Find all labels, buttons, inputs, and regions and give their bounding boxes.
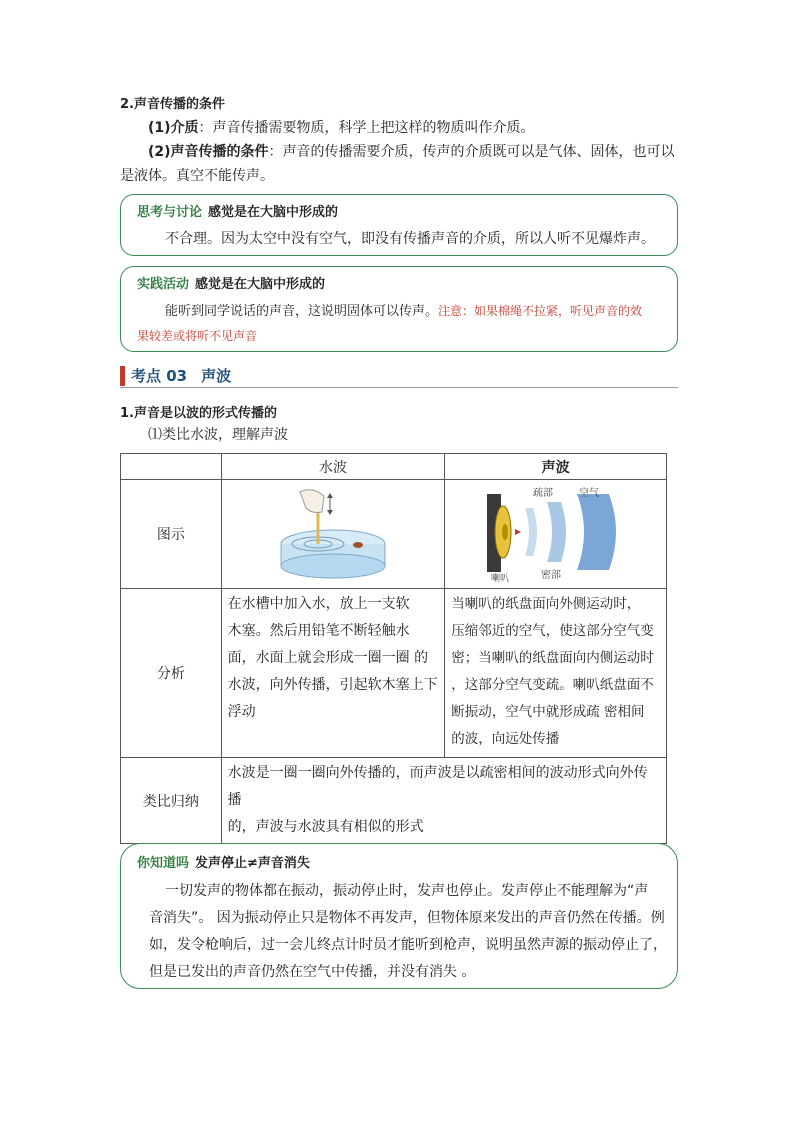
row-label-diagram: 图示 xyxy=(121,480,222,589)
label-dense: 密部 xyxy=(540,570,561,581)
label-air: 空气 xyxy=(578,488,599,499)
kaodian-title: 声波 xyxy=(201,367,232,385)
know-box-line: 如，发令枪响后，过一会儿终点计时员才能听到枪声，说明虽然声源的振动停止了， xyxy=(149,937,667,953)
practice-box-body-line1 xyxy=(165,299,642,324)
label-condition: (2)声音传播的条件 xyxy=(148,144,269,160)
summary-cell xyxy=(221,758,666,844)
know-box-line: 但是已发出的声音仍然在空气中传播，并没有消失 。 xyxy=(149,964,476,980)
kaodian-label: 考点 03 xyxy=(131,367,188,385)
water-analysis-line: 在水槽中加入水，放上一支软 xyxy=(227,596,410,612)
sound-analysis-line: 当喇叭的纸盘面向外侧运动时， xyxy=(451,596,641,612)
know-box-line: 一切发声的物体都在振动，振动停止时，发声也停止。发声停止不能理解为“声 xyxy=(165,883,649,899)
row-label-analysis: 分析 xyxy=(121,589,222,758)
summary-line: 的，声波与水波具有相似的形式 xyxy=(227,819,424,835)
practice-box-note-2: 果较差或将听不见声音 xyxy=(137,329,258,343)
label-speaker: 喇叭 xyxy=(490,574,509,582)
sound-analysis-line: 断振动，空气中就形成疏 密相间 xyxy=(451,704,645,720)
table-row-analysis xyxy=(121,589,667,758)
paragraph-medium xyxy=(148,116,535,140)
sound-wave-diagram xyxy=(445,480,667,589)
water-analysis-line: 面，水面上就会形成一圈一圈 的 xyxy=(227,650,429,666)
section1-heading: 1.声音是以波的形式传播的 xyxy=(120,406,277,421)
sound-analysis-cell xyxy=(445,589,667,758)
sound-analysis-line: ，这部分空气变疏。喇叭纸盘面不 xyxy=(451,677,654,693)
wave-comparison-table xyxy=(120,453,667,844)
text-condition-1: ：声音的传播需要介质，传声的介质既可以是气体、固体，也可以 xyxy=(268,144,675,160)
water-analysis-line: 浮动 xyxy=(227,704,256,720)
think-box-title: 思考与讨论 xyxy=(137,205,203,220)
label-sparse: 疏部 xyxy=(532,488,553,499)
table-row-summary xyxy=(121,758,667,844)
water-analysis-line: 水波，向外传播，引起软木塞上下 xyxy=(227,677,438,693)
table-header-row xyxy=(121,454,667,480)
know-box-header xyxy=(137,852,310,871)
table-header-water: 水波 xyxy=(221,454,445,480)
practice-box-body: 能听到同学说话的声音，这说明固体可以传声。 xyxy=(165,304,439,319)
kaodian-underline xyxy=(120,387,678,388)
practice-box xyxy=(120,266,678,352)
think-box-body: 不合理。因为太空中没有空气，即没有传播声音的介质，所以人听不见爆炸声。 xyxy=(165,231,655,247)
kaodian-heading xyxy=(131,365,231,386)
water-analysis-line: 木塞。然后用铅笔不断轻触水 xyxy=(227,623,410,639)
practice-box-note-1: 注意：如果棉绳不拉紧，听见声音的效 xyxy=(438,304,643,318)
think-box-header xyxy=(137,201,338,220)
know-box-subtitle: 发声停止≠声音消失 xyxy=(195,856,310,871)
row-label-summary: 类比归纳 xyxy=(121,758,222,844)
text-condition-2: 是液体。真空不能传声。 xyxy=(120,168,274,184)
practice-box-subtitle: 感觉是在大脑中形成的 xyxy=(195,277,326,292)
water-analysis-cell xyxy=(221,589,445,758)
know-box-title: 你知道吗 xyxy=(137,856,190,871)
speaker-wave-illustration xyxy=(481,482,631,582)
section1-sub: ⑴类比水波，理解声波 xyxy=(148,427,288,443)
kaodian-marker xyxy=(120,366,125,386)
think-discuss-box xyxy=(120,194,678,256)
think-box-subtitle: 感觉是在大脑中形成的 xyxy=(208,205,339,220)
table-header-sound: 声波 xyxy=(445,454,667,480)
sound-analysis-line: 压缩邻近的空气，使这部分空气变 xyxy=(451,623,654,639)
paragraph-condition xyxy=(148,140,675,164)
text-medium: ：声音传播需要物质，科学上把这样的物质叫作介质。 xyxy=(198,120,535,136)
label-medium: (1)介质 xyxy=(148,120,199,136)
table-row-diagram xyxy=(121,480,667,589)
water-wave-diagram xyxy=(221,480,445,589)
sound-analysis-line: 密；当喇叭的纸盘面向内侧运动时 xyxy=(451,650,654,666)
sound-analysis-line: 的波，向远处传播 xyxy=(451,731,560,747)
table-header-empty xyxy=(121,454,222,480)
did-you-know-box xyxy=(120,843,678,989)
know-box-line: 音消失”。 因为振动停止只是物体不再发声，但物体原来发出的声音仍然在传播。例 xyxy=(149,910,665,926)
section-heading: 2.声音传播的条件 xyxy=(120,97,225,112)
water-tank-illustration xyxy=(278,482,388,582)
practice-box-title: 实践活动 xyxy=(137,277,190,292)
know-box-body xyxy=(149,878,667,986)
summary-line: 水波是一圈一圈向外传播的，而声波是以疏密相间的波动形式向外传播 xyxy=(227,765,648,808)
practice-box-header xyxy=(137,273,325,292)
